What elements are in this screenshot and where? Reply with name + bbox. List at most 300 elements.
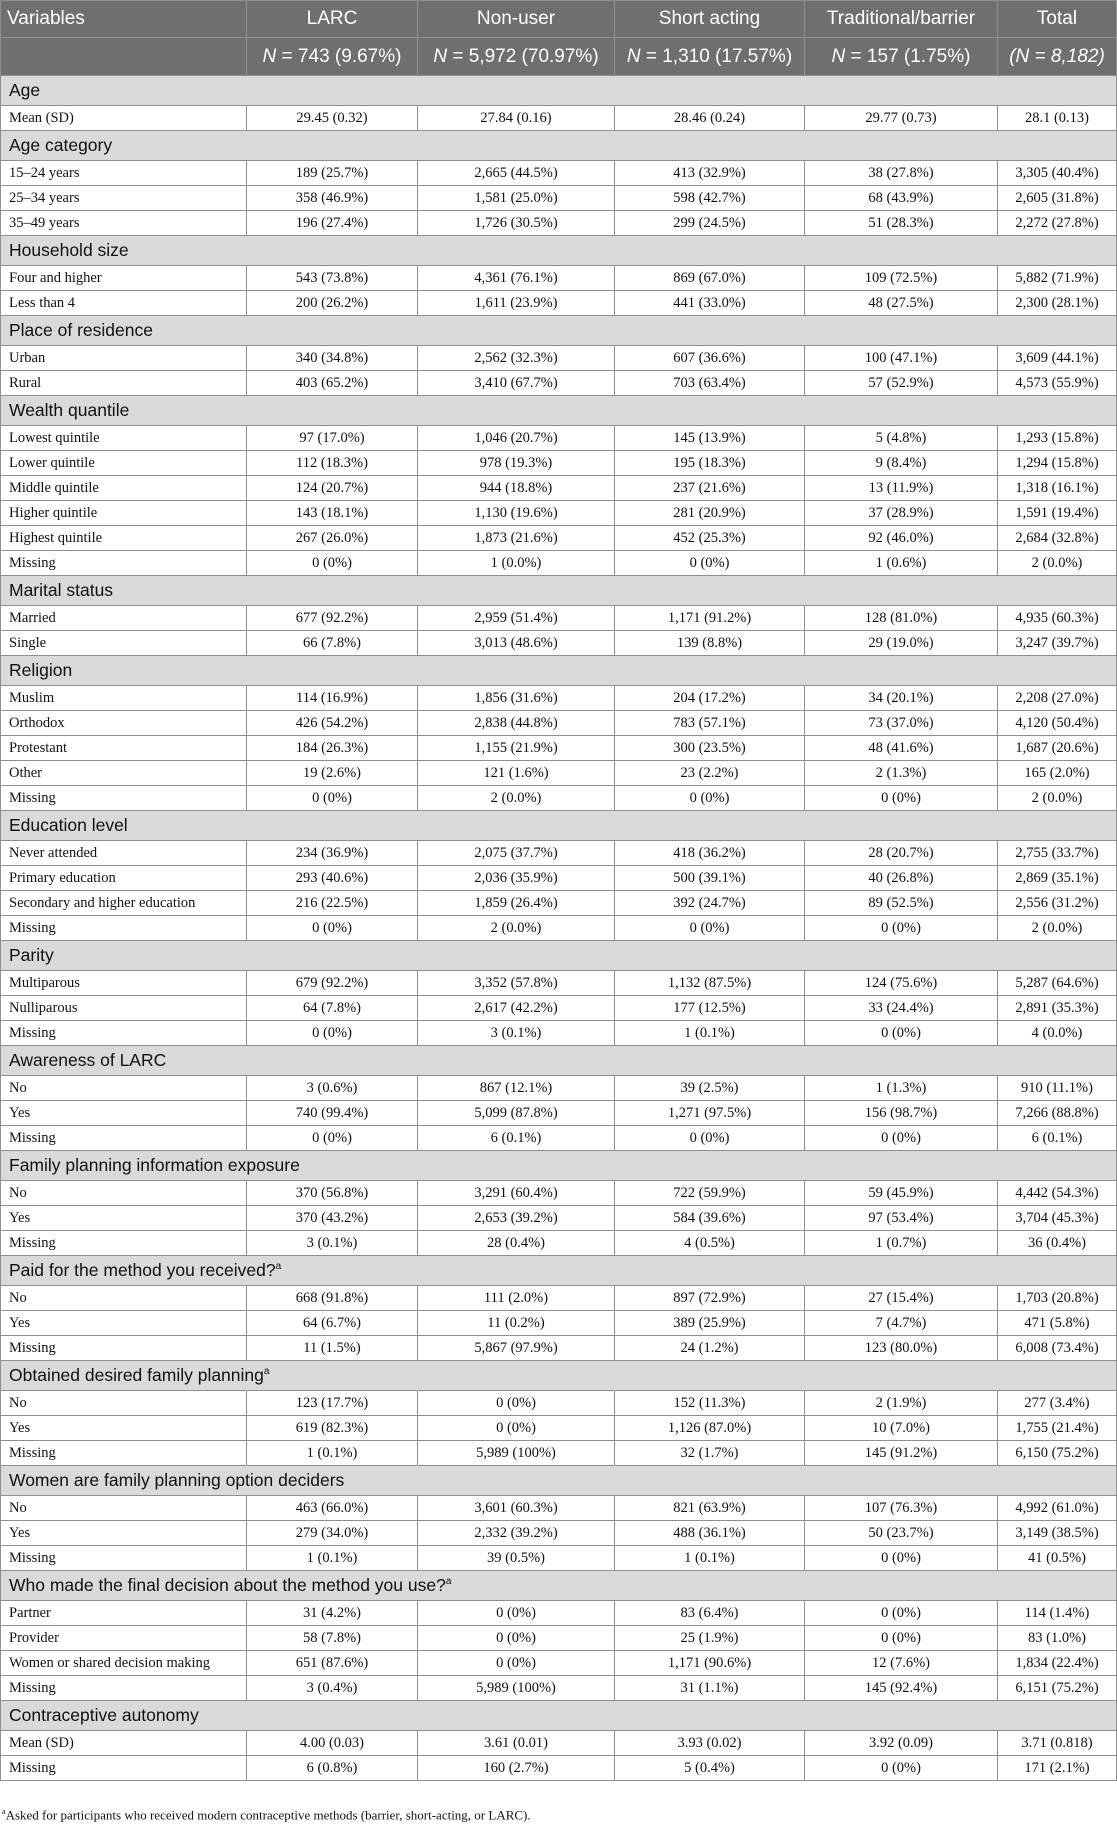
- table-cell: 89 (52.5%): [805, 891, 998, 916]
- table-cell: 152 (11.3%): [615, 1391, 805, 1416]
- table-cell: 0 (0%): [615, 551, 805, 576]
- table-cell: 123 (80.0%): [805, 1336, 998, 1361]
- table-cell: 0 (0%): [805, 1601, 998, 1626]
- row-label: Protestant: [1, 736, 247, 761]
- row-label: Missing: [1, 551, 247, 576]
- n-symbol: N: [433, 45, 448, 67]
- section-title-text: Marital status: [9, 580, 114, 600]
- table-cell: 4,992 (61.0%): [998, 1496, 1117, 1521]
- table-cell: 1,155 (21.9%): [418, 736, 615, 761]
- section-title-text: Religion: [9, 660, 73, 680]
- row-label: 35–49 years: [1, 211, 247, 236]
- table-cell: 897 (72.9%): [615, 1286, 805, 1311]
- row-label: Rural: [1, 371, 247, 396]
- table-cell: 869 (67.0%): [615, 266, 805, 291]
- row-label: Lowest quintile: [1, 426, 247, 451]
- table-cell: 23 (2.2%): [615, 761, 805, 786]
- table-cell: 68 (43.9%): [805, 186, 998, 211]
- table-cell: 13 (11.9%): [805, 476, 998, 501]
- table-cell: 1 (0.1%): [247, 1441, 418, 1466]
- section-title: [1, 1046, 1117, 1076]
- row-label: Highest quintile: [1, 526, 247, 551]
- table-cell: 293 (40.6%): [247, 866, 418, 891]
- table-cell: 4 (0.0%): [998, 1021, 1117, 1046]
- table-cell: 160 (2.7%): [418, 1756, 615, 1781]
- row-label: Secondary and higher education: [1, 891, 247, 916]
- table-cell: 403 (65.2%): [247, 371, 418, 396]
- table-cell: 607 (36.6%): [615, 346, 805, 371]
- footnote-marker: a: [275, 1261, 282, 1273]
- table-cell: 216 (22.5%): [247, 891, 418, 916]
- header-count-larc: [247, 38, 418, 76]
- table-cell: 28.46 (0.24): [615, 106, 805, 131]
- table-cell: 3.93 (0.02): [615, 1731, 805, 1756]
- section-title: [1, 1701, 1117, 1731]
- section-row: [1, 131, 1117, 161]
- table-cell: 6,008 (73.4%): [998, 1336, 1117, 1361]
- row-label: Provider: [1, 1626, 247, 1651]
- table-cell: 1,726 (30.5%): [418, 211, 615, 236]
- table-row: [1, 501, 1117, 526]
- table-row: [1, 426, 1117, 451]
- table-cell: 299 (24.5%): [615, 211, 805, 236]
- section-title-text: Paid for the method you received?: [9, 1260, 276, 1280]
- table-cell: 1 (0.1%): [615, 1021, 805, 1046]
- section-title-text: Age: [9, 80, 41, 100]
- table-row: [1, 841, 1117, 866]
- table-cell: 370 (43.2%): [247, 1206, 418, 1231]
- table-row: [1, 291, 1117, 316]
- row-label: Married: [1, 606, 247, 631]
- row-label: Four and higher: [1, 266, 247, 291]
- row-label: Missing: [1, 786, 247, 811]
- section-title: [1, 1151, 1117, 1181]
- header-row-titles: [1, 1, 1117, 38]
- table-cell: 370 (56.8%): [247, 1181, 418, 1206]
- table-cell: 4,361 (76.1%): [418, 266, 615, 291]
- table-cell: 145 (13.9%): [615, 426, 805, 451]
- table-cell: 2,036 (35.9%): [418, 866, 615, 891]
- n-symbol: N: [262, 45, 277, 67]
- table-cell: 2 (0.0%): [998, 551, 1117, 576]
- table-row: [1, 211, 1117, 236]
- table-cell: 97 (53.4%): [805, 1206, 998, 1231]
- row-label: Mean (SD): [1, 106, 247, 131]
- table-cell: 1,171 (90.6%): [615, 1651, 805, 1676]
- table-cell: 3,291 (60.4%): [418, 1181, 615, 1206]
- table-footnote: [2, 1807, 531, 1823]
- section-title: [1, 1571, 1117, 1601]
- table-cell: 32 (1.7%): [615, 1441, 805, 1466]
- header-short-acting: Short acting: [615, 1, 805, 38]
- table-cell: 4.00 (0.03): [247, 1731, 418, 1756]
- section-title: [1, 1256, 1117, 1286]
- section-title: [1, 76, 1117, 106]
- table-cell: 189 (25.7%): [247, 161, 418, 186]
- table-cell: 11 (0.2%): [418, 1311, 615, 1336]
- table-cell: 679 (92.2%): [247, 971, 418, 996]
- table-cell: 488 (36.1%): [615, 1521, 805, 1546]
- section-title-text: Family planning information exposure: [9, 1155, 300, 1175]
- row-label: No: [1, 1181, 247, 1206]
- table-row: [1, 1546, 1117, 1571]
- table-cell: 267 (26.0%): [247, 526, 418, 551]
- table-cell: 0 (0%): [805, 1626, 998, 1651]
- table-row: [1, 346, 1117, 371]
- table-row: [1, 891, 1117, 916]
- table-cell: 0 (0%): [247, 916, 418, 941]
- table-row: [1, 1206, 1117, 1231]
- table-cell: 6,151 (75.2%): [998, 1676, 1117, 1701]
- section-row: [1, 656, 1117, 686]
- table-cell: 36 (0.4%): [998, 1231, 1117, 1256]
- table-row: [1, 711, 1117, 736]
- table-cell: 92 (46.0%): [805, 526, 998, 551]
- table-cell: 100 (47.1%): [805, 346, 998, 371]
- table-row: [1, 371, 1117, 396]
- table-cell: 7 (4.7%): [805, 1311, 998, 1336]
- row-label: Missing: [1, 1021, 247, 1046]
- table-cell: 3 (0.4%): [247, 1676, 418, 1701]
- section-row: [1, 1701, 1117, 1731]
- table-cell: 124 (75.6%): [805, 971, 998, 996]
- table-cell: 418 (36.2%): [615, 841, 805, 866]
- table-cell: 2 (1.9%): [805, 1391, 998, 1416]
- table-cell: 5,867 (97.9%): [418, 1336, 615, 1361]
- table-cell: 4,573 (55.9%): [998, 371, 1117, 396]
- table-row: [1, 1756, 1117, 1781]
- table-cell: 3,601 (60.3%): [418, 1496, 615, 1521]
- table-cell: 0 (0%): [247, 1126, 418, 1151]
- table-row: [1, 266, 1117, 291]
- table-cell: 19 (2.6%): [247, 761, 418, 786]
- table-cell: 1 (0.7%): [805, 1231, 998, 1256]
- table-cell: 128 (81.0%): [805, 606, 998, 631]
- section-title-text: Place of residence: [9, 320, 153, 340]
- table-cell: 426 (54.2%): [247, 711, 418, 736]
- table-cell: 392 (24.7%): [615, 891, 805, 916]
- table-cell: 83 (1.0%): [998, 1626, 1117, 1651]
- table-cell: 1,591 (19.4%): [998, 501, 1117, 526]
- table-cell: 0 (0%): [805, 1021, 998, 1046]
- table-cell: 41 (0.5%): [998, 1546, 1117, 1571]
- table-cell: 340 (34.8%): [247, 346, 418, 371]
- table-cell: 200 (26.2%): [247, 291, 418, 316]
- table-cell: 2 (0.0%): [998, 916, 1117, 941]
- table-cell: 109 (72.5%): [805, 266, 998, 291]
- table-cell: 2,617 (42.2%): [418, 996, 615, 1021]
- row-label: Yes: [1, 1206, 247, 1231]
- count-text: = 1,310 (17.57%): [640, 45, 793, 67]
- section-title-text: Wealth quantile: [9, 400, 130, 420]
- table-cell: 3 (0.6%): [247, 1076, 418, 1101]
- table-row: [1, 786, 1117, 811]
- table-cell: 3.92 (0.09): [805, 1731, 998, 1756]
- table-cell: 177 (12.5%): [615, 996, 805, 1021]
- table-body: [1, 76, 1117, 1781]
- section-title: [1, 396, 1117, 426]
- row-label: Missing: [1, 1336, 247, 1361]
- table-cell: 2,869 (35.1%): [998, 866, 1117, 891]
- table-cell: 277 (3.4%): [998, 1391, 1117, 1416]
- paren-open: (: [1009, 45, 1016, 67]
- table-cell: 33 (24.4%): [805, 996, 998, 1021]
- table-cell: 5,882 (71.9%): [998, 266, 1117, 291]
- table-cell: 196 (27.4%): [247, 211, 418, 236]
- header-larc: LARC: [247, 1, 418, 38]
- header-row-counts: [1, 38, 1117, 76]
- row-label: Missing: [1, 916, 247, 941]
- table-row: [1, 1101, 1117, 1126]
- table-cell: 57 (52.9%): [805, 371, 998, 396]
- row-label: Partner: [1, 1601, 247, 1626]
- table-cell: 3,704 (45.3%): [998, 1206, 1117, 1231]
- table-cell: 598 (42.7%): [615, 186, 805, 211]
- table-cell: 0 (0%): [805, 916, 998, 941]
- table-cell: 34 (20.1%): [805, 686, 998, 711]
- table-cell: 156 (98.7%): [805, 1101, 998, 1126]
- table-cell: 703 (63.4%): [615, 371, 805, 396]
- footnote-marker: a: [263, 1366, 270, 1378]
- table-row: [1, 186, 1117, 211]
- table-cell: 0 (0%): [805, 1546, 998, 1571]
- table-cell: 2 (0.0%): [998, 786, 1117, 811]
- row-label: Other: [1, 761, 247, 786]
- table-cell: 2,891 (35.3%): [998, 996, 1117, 1021]
- row-label: Yes: [1, 1311, 247, 1336]
- table-row: [1, 1731, 1117, 1756]
- table-cell: 0 (0%): [247, 551, 418, 576]
- header-total: Total: [998, 1, 1117, 38]
- section-title: [1, 1466, 1117, 1496]
- table-cell: 234 (36.9%): [247, 841, 418, 866]
- table-cell: 619 (82.3%): [247, 1416, 418, 1441]
- section-row: [1, 316, 1117, 346]
- table-row: [1, 1626, 1117, 1651]
- table-cell: 4 (0.5%): [615, 1231, 805, 1256]
- table-cell: 1,318 (16.1%): [998, 476, 1117, 501]
- table-cell: 0 (0%): [615, 916, 805, 941]
- table-cell: 5,989 (100%): [418, 1441, 615, 1466]
- table-cell: 73 (37.0%): [805, 711, 998, 736]
- table-cell: 1,171 (91.2%): [615, 606, 805, 631]
- section-row: [1, 396, 1117, 426]
- table-cell: 124 (20.7%): [247, 476, 418, 501]
- table-cell: 0 (0%): [247, 1021, 418, 1046]
- table-cell: 543 (73.8%): [247, 266, 418, 291]
- table-cell: 237 (21.6%): [615, 476, 805, 501]
- table-cell: 37 (28.9%): [805, 501, 998, 526]
- table-cell: 944 (18.8%): [418, 476, 615, 501]
- section-title: [1, 656, 1117, 686]
- table-cell: 9 (8.4%): [805, 451, 998, 476]
- table-row: [1, 1181, 1117, 1206]
- row-label: Yes: [1, 1521, 247, 1546]
- table-cell: 48 (27.5%): [805, 291, 998, 316]
- table-row: [1, 161, 1117, 186]
- table-cell: 1,703 (20.8%): [998, 1286, 1117, 1311]
- table-row: [1, 866, 1117, 891]
- table-cell: 783 (57.1%): [615, 711, 805, 736]
- row-label: Yes: [1, 1416, 247, 1441]
- table-cell: 1 (0.1%): [247, 1546, 418, 1571]
- table-cell: 28.1 (0.13): [998, 106, 1117, 131]
- table-cell: 27.84 (0.16): [418, 106, 615, 131]
- row-label: Orthodox: [1, 711, 247, 736]
- table-cell: 51 (28.3%): [805, 211, 998, 236]
- table-cell: 1,294 (15.8%): [998, 451, 1117, 476]
- table-cell: 2 (1.3%): [805, 761, 998, 786]
- table-header: [1, 1, 1117, 76]
- table-cell: 0 (0%): [805, 1756, 998, 1781]
- table-row: [1, 971, 1117, 996]
- table-row: [1, 736, 1117, 761]
- table-cell: 3.71 (0.818): [998, 1731, 1117, 1756]
- table-cell: 6 (0.8%): [247, 1756, 418, 1781]
- row-label: Women or shared decision making: [1, 1651, 247, 1676]
- section-title-text: Obtained desired family planning: [9, 1365, 264, 1385]
- table-cell: 281 (20.9%): [615, 501, 805, 526]
- table-cell: 145 (92.4%): [805, 1676, 998, 1701]
- table-row: [1, 1231, 1117, 1256]
- section-title-text: Awareness of LARC: [9, 1050, 167, 1070]
- table-cell: 471 (5.8%): [998, 1311, 1117, 1336]
- table-row: [1, 996, 1117, 1021]
- table-cell: 1,271 (97.5%): [615, 1101, 805, 1126]
- table-cell: 107 (76.3%): [805, 1496, 998, 1521]
- table-cell: 0 (0%): [805, 786, 998, 811]
- table-cell: 821 (63.9%): [615, 1496, 805, 1521]
- table-cell: 1 (0.1%): [615, 1546, 805, 1571]
- table-cell: 59 (45.9%): [805, 1181, 998, 1206]
- header-count-short-acting: [615, 38, 805, 76]
- table-cell: 0 (0%): [418, 1391, 615, 1416]
- table-row: [1, 1076, 1117, 1101]
- table-row: [1, 761, 1117, 786]
- table-cell: 29.45 (0.32): [247, 106, 418, 131]
- table-cell: 0 (0%): [615, 1126, 805, 1151]
- header-non-user: Non-user: [418, 1, 615, 38]
- table-cell: 2,556 (31.2%): [998, 891, 1117, 916]
- table-cell: 584 (39.6%): [615, 1206, 805, 1231]
- table-cell: 2,755 (33.7%): [998, 841, 1117, 866]
- row-label: Urban: [1, 346, 247, 371]
- section-title-text: Who made the final decision about the method you use?: [9, 1575, 446, 1595]
- section-title-text: Household size: [9, 240, 129, 260]
- table-cell: 5 (0.4%): [615, 1756, 805, 1781]
- row-label: Yes: [1, 1101, 247, 1126]
- table-cell: 4,120 (50.4%): [998, 711, 1117, 736]
- section-row: [1, 576, 1117, 606]
- section-title: [1, 1361, 1117, 1391]
- table-cell: 0 (0%): [418, 1626, 615, 1651]
- table-row: [1, 1601, 1117, 1626]
- table-row: [1, 1126, 1117, 1151]
- n-symbol: N: [626, 45, 641, 67]
- table-cell: 25 (1.9%): [615, 1626, 805, 1651]
- table-cell: 3,305 (40.4%): [998, 161, 1117, 186]
- row-label: Missing: [1, 1231, 247, 1256]
- table-cell: 668 (91.8%): [247, 1286, 418, 1311]
- table-cell: 722 (59.9%): [615, 1181, 805, 1206]
- table-row: [1, 686, 1117, 711]
- table-row: [1, 916, 1117, 941]
- table-cell: 677 (92.2%): [247, 606, 418, 631]
- table-cell: 4,935 (60.3%): [998, 606, 1117, 631]
- n-symbol: N: [831, 45, 846, 67]
- n-symbol: N: [1015, 45, 1030, 67]
- table-cell: 300 (23.5%): [615, 736, 805, 761]
- row-label: Missing: [1, 1126, 247, 1151]
- table-cell: 3 (0.1%): [247, 1231, 418, 1256]
- table-cell: 0 (0%): [805, 1126, 998, 1151]
- table-cell: 867 (12.1%): [418, 1076, 615, 1101]
- section-title-text: Education level: [9, 815, 128, 835]
- table-cell: 3,410 (67.7%): [418, 371, 615, 396]
- table-cell: 1,130 (19.6%): [418, 501, 615, 526]
- table-cell: 389 (25.9%): [615, 1311, 805, 1336]
- row-label: Never attended: [1, 841, 247, 866]
- section-title-text: Age category: [9, 135, 113, 155]
- row-label: No: [1, 1076, 247, 1101]
- table-cell: 910 (11.1%): [998, 1076, 1117, 1101]
- table-row: [1, 526, 1117, 551]
- table-cell: 5 (4.8%): [805, 426, 998, 451]
- table-cell: 2 (0.0%): [418, 916, 615, 941]
- table-cell: 165 (2.0%): [998, 761, 1117, 786]
- table-cell: 40 (26.8%): [805, 866, 998, 891]
- footnote-marker: a: [445, 1576, 452, 1588]
- table-cell: 27 (15.4%): [805, 1286, 998, 1311]
- section-title: [1, 131, 1117, 161]
- table-cell: 2,959 (51.4%): [418, 606, 615, 631]
- table-cell: 111 (2.0%): [418, 1286, 615, 1311]
- section-row: [1, 1466, 1117, 1496]
- table-cell: 1,132 (87.5%): [615, 971, 805, 996]
- table-cell: 0 (0%): [615, 786, 805, 811]
- table-cell: 500 (39.1%): [615, 866, 805, 891]
- table-cell: 1,859 (26.4%): [418, 891, 615, 916]
- table-cell: 121 (1.6%): [418, 761, 615, 786]
- table-cell: 978 (19.3%): [418, 451, 615, 476]
- header-traditional-barrier: Traditional/barrier: [805, 1, 998, 38]
- row-label: Missing: [1, 1756, 247, 1781]
- table-cell: 3,609 (44.1%): [998, 346, 1117, 371]
- section-row: [1, 1046, 1117, 1076]
- table-cell: 83 (6.4%): [615, 1601, 805, 1626]
- table-cell: 39 (2.5%): [615, 1076, 805, 1101]
- table-cell: 0 (0%): [418, 1651, 615, 1676]
- table-cell: 114 (16.9%): [247, 686, 418, 711]
- row-label: Higher quintile: [1, 501, 247, 526]
- count-text: = 5,972 (70.97%): [447, 45, 599, 67]
- table-cell: 2,665 (44.5%): [418, 161, 615, 186]
- table-cell: 195 (18.3%): [615, 451, 805, 476]
- table-cell: 50 (23.7%): [805, 1521, 998, 1546]
- table-cell: 66 (7.8%): [247, 631, 418, 656]
- section-title: [1, 576, 1117, 606]
- table-cell: 2,075 (37.7%): [418, 841, 615, 866]
- section-row: [1, 76, 1117, 106]
- section-row: [1, 1256, 1117, 1286]
- row-label: Multiparous: [1, 971, 247, 996]
- table-cell: 31 (4.2%): [247, 1601, 418, 1626]
- table-cell: 1 (1.3%): [805, 1076, 998, 1101]
- section-title-text: Contraceptive autonomy: [9, 1705, 199, 1725]
- footnote-text: Asked for participants who received modern contraceptive methods (barrier, short-acting, or LARC).: [5, 1807, 531, 1823]
- table-cell: 29 (19.0%): [805, 631, 998, 656]
- table-cell: 11 (1.5%): [247, 1336, 418, 1361]
